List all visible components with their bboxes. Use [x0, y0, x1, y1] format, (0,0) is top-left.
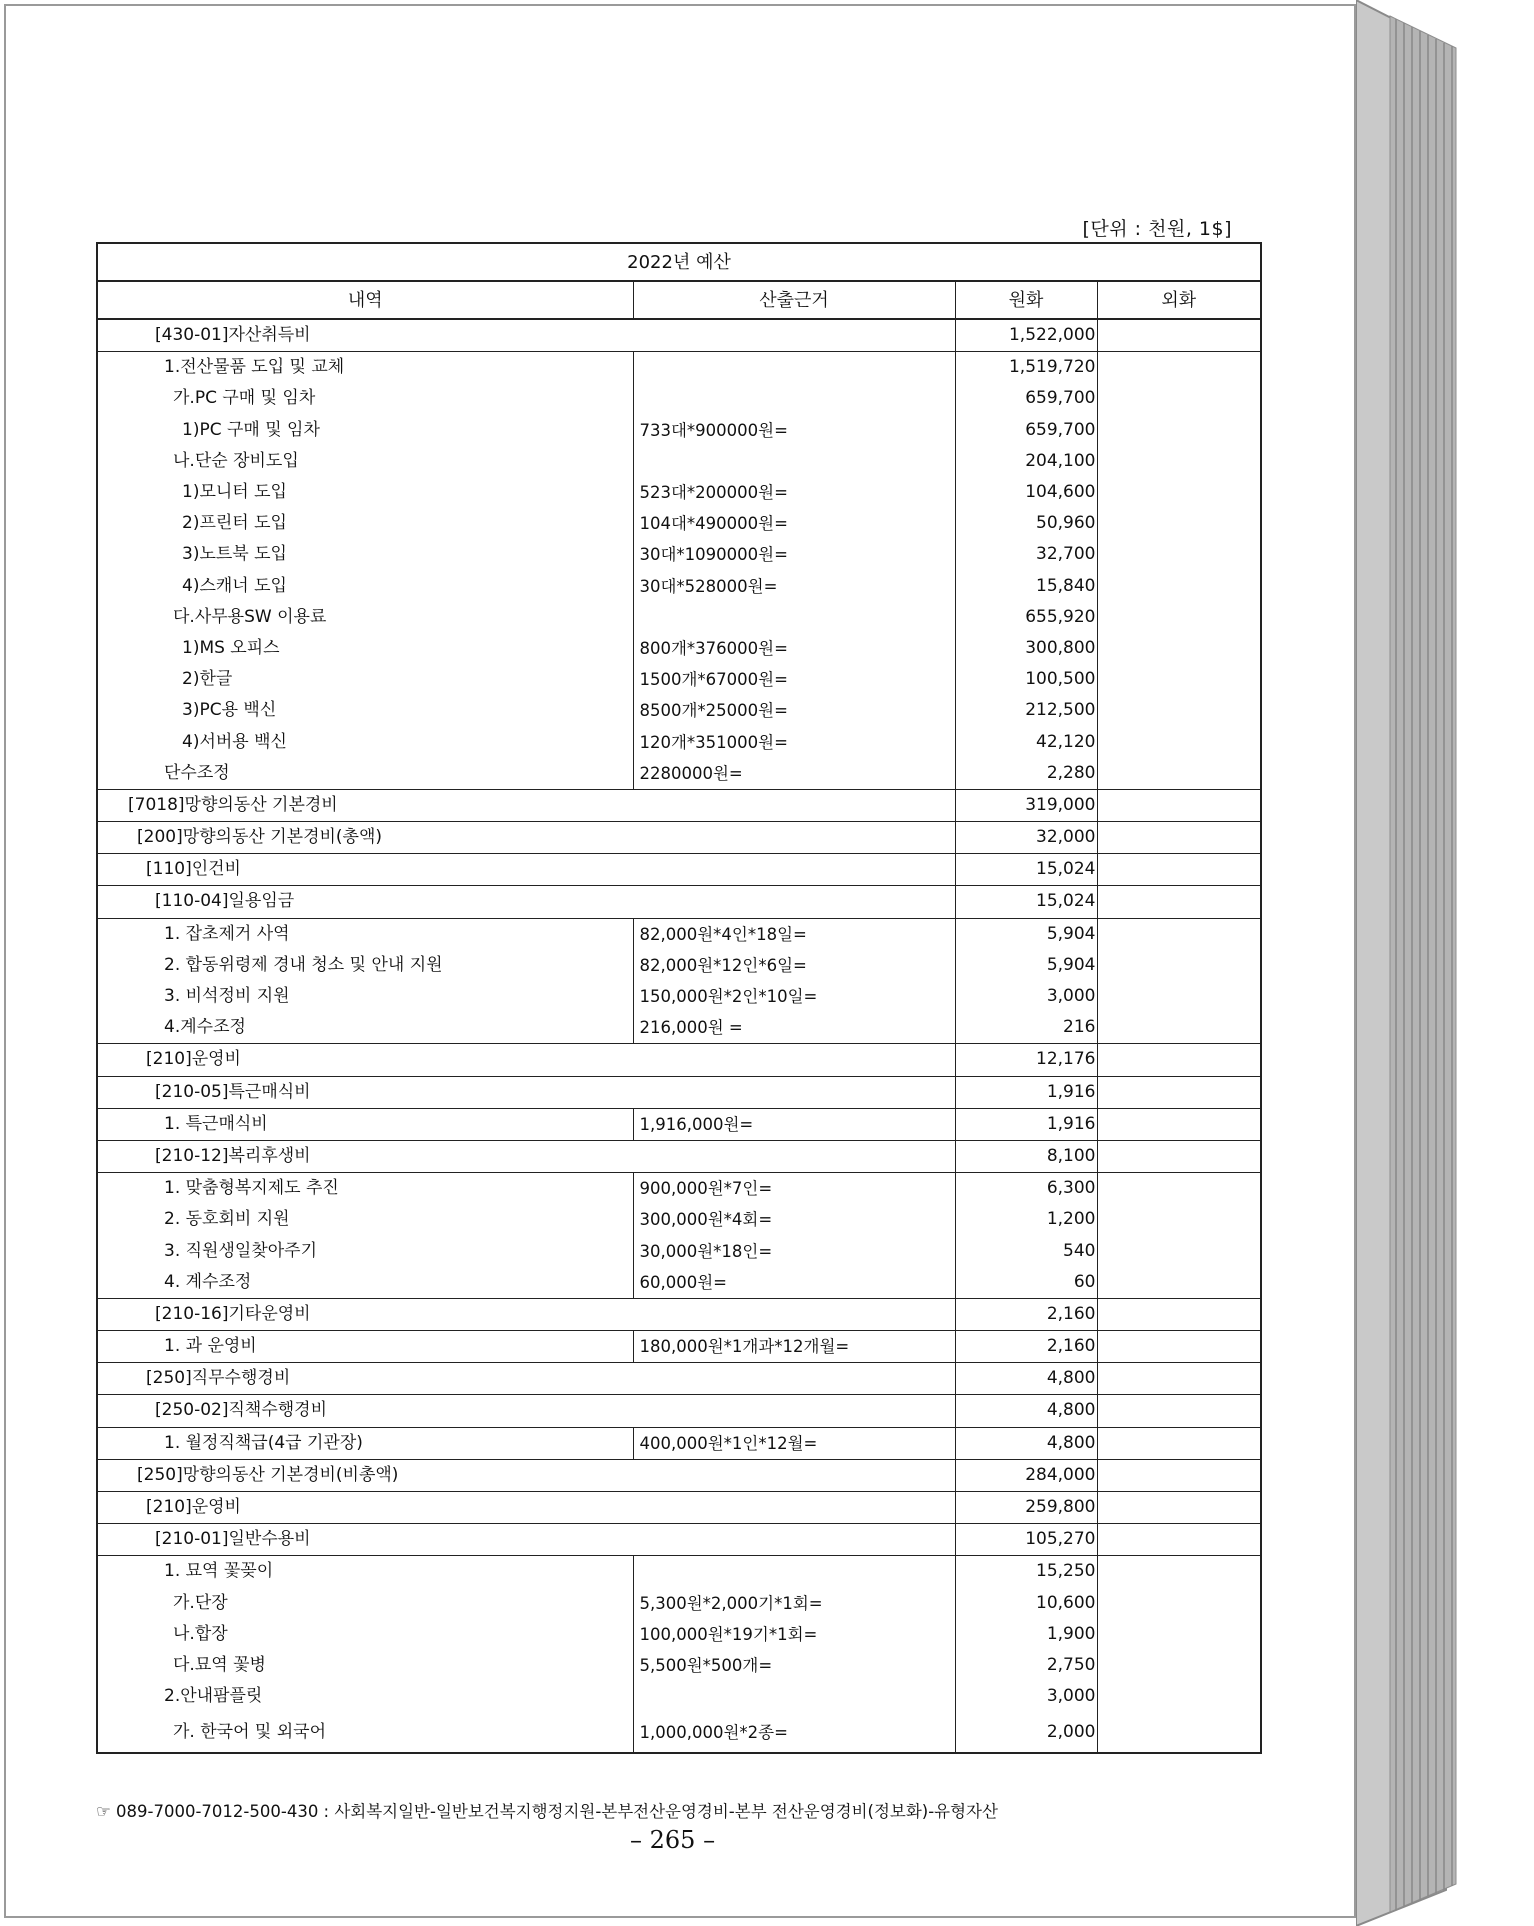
row-krw-amount: 5,904	[955, 950, 1097, 981]
row-krw-amount: 8,100	[955, 1140, 1097, 1172]
row-foreign-amount	[1097, 854, 1261, 886]
table-row	[97, 633, 1261, 664]
row-foreign-amount	[1097, 1619, 1261, 1650]
table-row	[97, 981, 1261, 1012]
row-krw-amount: 42,120	[955, 726, 1097, 757]
row-foreign-amount	[1097, 726, 1261, 757]
row-foreign-amount	[1097, 633, 1261, 664]
row-foreign-amount	[1097, 1140, 1261, 1172]
table-row	[97, 886, 1261, 918]
row-basis: 400,000원*1인*12월=	[633, 1427, 955, 1459]
row-item: 1)MS 오피스	[97, 633, 633, 664]
row-item: 단수조정	[97, 758, 633, 790]
table-row	[97, 1044, 1261, 1076]
row-basis: 82,000원*12인*6일=	[633, 950, 955, 981]
row-krw-amount: 100,500	[955, 664, 1097, 695]
row-krw-amount: 3,000	[955, 981, 1097, 1012]
row-item: 1. 특근매식비	[97, 1108, 633, 1140]
row-basis	[633, 352, 955, 384]
row-item: 4)서버용 백신	[97, 726, 633, 757]
row-krw-amount: 540	[955, 1235, 1097, 1266]
table-row	[97, 789, 1261, 821]
row-krw-amount: 3,000	[955, 1681, 1097, 1712]
row-item: 2.안내팜플릿	[97, 1681, 633, 1712]
table-row	[97, 695, 1261, 726]
row-foreign-amount	[1097, 822, 1261, 854]
row-item: 1. 월정직책급(4급 기관장)	[97, 1427, 633, 1459]
table-row	[97, 822, 1261, 854]
row-foreign-amount	[1097, 695, 1261, 726]
row-krw-amount: 1,522,000	[955, 319, 1097, 352]
table-row	[97, 1556, 1261, 1588]
row-basis: 1,000,000원*2종=	[633, 1712, 955, 1753]
row-item: 1. 잡초제거 사역	[97, 918, 633, 950]
row-item: 1. 과 운영비	[97, 1331, 633, 1363]
table-row	[97, 1650, 1261, 1681]
row-krw-amount: 4,800	[955, 1363, 1097, 1395]
row-krw-amount: 1,519,720	[955, 352, 1097, 384]
table-title: 2022년 예산	[97, 243, 1261, 281]
row-item: [210-12]복리후생비	[97, 1140, 955, 1172]
column-header-foreign: 외화	[1097, 281, 1261, 319]
row-foreign-amount	[1097, 758, 1261, 790]
table-row	[97, 950, 1261, 981]
row-krw-amount: 1,916	[955, 1076, 1097, 1108]
row-foreign-amount	[1097, 602, 1261, 633]
table-row	[97, 1427, 1261, 1459]
row-item: [430-01]자산취득비	[97, 319, 955, 352]
table-row	[97, 1235, 1261, 1266]
row-item: 4)스캐너 도입	[97, 571, 633, 602]
row-krw-amount: 659,700	[955, 415, 1097, 446]
row-basis	[633, 1556, 955, 1588]
table-row	[97, 477, 1261, 508]
row-foreign-amount	[1097, 789, 1261, 821]
row-item: 2. 합동위령제 경내 청소 및 안내 지원	[97, 950, 633, 981]
row-item: [210]운영비	[97, 1491, 955, 1523]
row-item: [110-04]일용임금	[97, 886, 955, 918]
row-foreign-amount	[1097, 1012, 1261, 1044]
row-foreign-amount	[1097, 1298, 1261, 1330]
row-foreign-amount	[1097, 1204, 1261, 1235]
table-row	[97, 1108, 1261, 1140]
row-krw-amount: 319,000	[955, 789, 1097, 821]
column-header-item: 내역	[97, 281, 633, 319]
row-basis: 104대*490000원=	[633, 508, 955, 539]
table-row	[97, 1140, 1261, 1172]
row-krw-amount: 2,000	[955, 1712, 1097, 1753]
table-body	[97, 319, 1261, 1753]
column-header-basis: 산출근거	[633, 281, 955, 319]
row-krw-amount: 60	[955, 1267, 1097, 1299]
row-foreign-amount	[1097, 415, 1261, 446]
table-row	[97, 415, 1261, 446]
row-krw-amount: 212,500	[955, 695, 1097, 726]
row-krw-amount: 10,600	[955, 1588, 1097, 1619]
row-foreign-amount	[1097, 1076, 1261, 1108]
row-item: 1.전산물품 도입 및 교체	[97, 352, 633, 384]
table-row	[97, 664, 1261, 695]
row-basis: 1500개*67000원=	[633, 664, 955, 695]
row-krw-amount: 15,024	[955, 854, 1097, 886]
row-basis: 300,000원*4회=	[633, 1204, 955, 1235]
row-foreign-amount	[1097, 1712, 1261, 1753]
row-item: 2)한글	[97, 664, 633, 695]
row-krw-amount: 5,904	[955, 918, 1097, 950]
row-basis: 1,916,000원=	[633, 1108, 955, 1140]
row-foreign-amount	[1097, 664, 1261, 695]
budget-table	[96, 242, 1262, 1754]
row-item: [210-01]일반수용비	[97, 1524, 955, 1556]
table-row	[97, 352, 1261, 384]
row-item: 가. 한국어 및 외국어	[97, 1712, 633, 1753]
row-foreign-amount	[1097, 383, 1261, 414]
row-basis: 5,500원*500개=	[633, 1650, 955, 1681]
table-row	[97, 383, 1261, 414]
row-krw-amount: 2,160	[955, 1298, 1097, 1330]
row-foreign-amount	[1097, 1588, 1261, 1619]
row-basis: 30대*1090000원=	[633, 539, 955, 570]
row-foreign-amount	[1097, 319, 1261, 352]
row-foreign-amount	[1097, 950, 1261, 981]
row-item: 1. 묘역 꽃꽂이	[97, 1556, 633, 1588]
row-foreign-amount	[1097, 1681, 1261, 1712]
row-foreign-amount	[1097, 352, 1261, 384]
row-item: 4.계수조정	[97, 1012, 633, 1044]
table-row	[97, 1012, 1261, 1044]
row-item: 1)모니터 도입	[97, 477, 633, 508]
row-krw-amount: 15,024	[955, 886, 1097, 918]
row-krw-amount: 12,176	[955, 1044, 1097, 1076]
row-item: [7018]망향의동산 기본경비	[97, 789, 955, 821]
unit-note: [단위 : 천원, 1$]	[1082, 218, 1232, 240]
table-row	[97, 1267, 1261, 1299]
row-krw-amount: 1,916	[955, 1108, 1097, 1140]
row-foreign-amount	[1097, 1556, 1261, 1588]
row-krw-amount: 15,840	[955, 571, 1097, 602]
row-item: 나.단순 장비도입	[97, 446, 633, 477]
book-page-edges	[1356, 0, 1468, 1926]
row-krw-amount: 104,600	[955, 477, 1097, 508]
row-basis: 2280000원=	[633, 758, 955, 790]
row-item: 다.사무용SW 이용료	[97, 602, 633, 633]
row-krw-amount: 2,750	[955, 1650, 1097, 1681]
row-item: [200]망향의동산 기본경비(총액)	[97, 822, 955, 854]
row-krw-amount: 105,270	[955, 1524, 1097, 1556]
row-krw-amount: 50,960	[955, 508, 1097, 539]
row-foreign-amount	[1097, 1395, 1261, 1427]
row-basis: 60,000원=	[633, 1267, 955, 1299]
table-row	[97, 1076, 1261, 1108]
table-row	[97, 1681, 1261, 1712]
row-krw-amount: 1,900	[955, 1619, 1097, 1650]
row-basis: 216,000원 =	[633, 1012, 955, 1044]
row-item: 가.PC 구매 및 임차	[97, 383, 633, 414]
row-basis: 82,000원*4인*18일=	[633, 918, 955, 950]
row-basis	[633, 446, 955, 477]
table-row	[97, 918, 1261, 950]
row-krw-amount: 284,000	[955, 1459, 1097, 1491]
row-item: 4. 계수조정	[97, 1267, 633, 1299]
row-item: 나.합장	[97, 1619, 633, 1650]
row-item: [110]인건비	[97, 854, 955, 886]
row-basis: 30,000원*18인=	[633, 1235, 955, 1266]
table-row	[97, 1173, 1261, 1205]
row-foreign-amount	[1097, 1524, 1261, 1556]
table-row	[97, 1395, 1261, 1427]
row-krw-amount: 6,300	[955, 1173, 1097, 1205]
row-item: [250-02]직책수행경비	[97, 1395, 955, 1427]
row-krw-amount: 32,700	[955, 539, 1097, 570]
row-krw-amount: 2,160	[955, 1331, 1097, 1363]
row-foreign-amount	[1097, 508, 1261, 539]
row-item: [210]운영비	[97, 1044, 955, 1076]
row-krw-amount: 32,000	[955, 822, 1097, 854]
row-basis	[633, 1681, 955, 1712]
row-foreign-amount	[1097, 539, 1261, 570]
row-item: [210-16]기타운영비	[97, 1298, 955, 1330]
row-basis: 5,300원*2,000기*1회=	[633, 1588, 955, 1619]
table-row	[97, 1331, 1261, 1363]
row-basis	[633, 383, 955, 414]
row-krw-amount: 4,800	[955, 1395, 1097, 1427]
page-number: – 265 –	[630, 1826, 716, 1854]
row-basis: 30대*528000원=	[633, 571, 955, 602]
row-krw-amount: 259,800	[955, 1491, 1097, 1523]
row-basis: 523대*200000원=	[633, 477, 955, 508]
table-row	[97, 446, 1261, 477]
row-krw-amount: 659,700	[955, 383, 1097, 414]
table-row	[97, 319, 1261, 352]
row-foreign-amount	[1097, 1173, 1261, 1205]
table-row	[97, 1524, 1261, 1556]
table-row	[97, 1712, 1261, 1753]
row-foreign-amount	[1097, 571, 1261, 602]
row-item: [250]망향의동산 기본경비(비총액)	[97, 1459, 955, 1491]
row-item: 3. 비석정비 지원	[97, 981, 633, 1012]
row-foreign-amount	[1097, 1331, 1261, 1363]
row-item: 3)PC용 백신	[97, 695, 633, 726]
row-foreign-amount	[1097, 981, 1261, 1012]
row-basis: 800개*376000원=	[633, 633, 955, 664]
row-foreign-amount	[1097, 1491, 1261, 1523]
row-krw-amount: 4,800	[955, 1427, 1097, 1459]
row-item: 1. 맞춤형복지제도 추진	[97, 1173, 633, 1205]
table-row	[97, 1491, 1261, 1523]
row-krw-amount: 300,800	[955, 633, 1097, 664]
row-foreign-amount	[1097, 918, 1261, 950]
row-item: 가.단장	[97, 1588, 633, 1619]
row-item: [210-05]특근매식비	[97, 1076, 955, 1108]
row-basis: 150,000원*2인*10일=	[633, 981, 955, 1012]
row-item: 1)PC 구매 및 임차	[97, 415, 633, 446]
row-foreign-amount	[1097, 1363, 1261, 1395]
row-basis: 180,000원*1개과*12개월=	[633, 1331, 955, 1363]
row-krw-amount: 15,250	[955, 1556, 1097, 1588]
row-basis	[633, 602, 955, 633]
table-row	[97, 1459, 1261, 1491]
row-krw-amount: 2,280	[955, 758, 1097, 790]
table-row	[97, 1204, 1261, 1235]
row-krw-amount: 1,200	[955, 1204, 1097, 1235]
row-item: 3)노트북 도입	[97, 539, 633, 570]
table-row	[97, 1619, 1261, 1650]
row-item: 3. 직원생일찾아주기	[97, 1235, 633, 1266]
table-row	[97, 726, 1261, 757]
table-row	[97, 508, 1261, 539]
row-foreign-amount	[1097, 477, 1261, 508]
row-basis: 8500개*25000원=	[633, 695, 955, 726]
row-krw-amount: 204,100	[955, 446, 1097, 477]
column-header-krw: 원화	[955, 281, 1097, 319]
table-row	[97, 571, 1261, 602]
row-krw-amount: 216	[955, 1012, 1097, 1044]
table-row	[97, 1588, 1261, 1619]
table-row	[97, 854, 1261, 886]
table-row	[97, 1298, 1261, 1330]
row-foreign-amount	[1097, 446, 1261, 477]
table-row	[97, 1363, 1261, 1395]
table-row	[97, 602, 1261, 633]
row-foreign-amount	[1097, 1108, 1261, 1140]
row-basis: 900,000원*7인=	[633, 1173, 955, 1205]
row-item: 2. 동호회비 지원	[97, 1204, 633, 1235]
row-basis: 100,000원*19기*1회=	[633, 1619, 955, 1650]
table-row	[97, 539, 1261, 570]
row-krw-amount: 655,920	[955, 602, 1097, 633]
row-item: 2)프린터 도입	[97, 508, 633, 539]
table-row	[97, 758, 1261, 790]
row-foreign-amount	[1097, 1267, 1261, 1299]
row-foreign-amount	[1097, 1235, 1261, 1266]
row-foreign-amount	[1097, 1044, 1261, 1076]
row-foreign-amount	[1097, 1459, 1261, 1491]
row-item: 다.묘역 꽃병	[97, 1650, 633, 1681]
row-item: [250]직무수행경비	[97, 1363, 955, 1395]
row-foreign-amount	[1097, 886, 1261, 918]
row-foreign-amount	[1097, 1427, 1261, 1459]
account-code-footnote: ☞ 089-7000-7012-500-430 : 사회복지일반-일반보건복지행정지원-본부전산운영경비-본부 전산운영경비(정보화)-유형자산	[96, 1802, 998, 1821]
row-basis: 120개*351000원=	[633, 726, 955, 757]
row-basis: 733대*900000원=	[633, 415, 955, 446]
row-foreign-amount	[1097, 1650, 1261, 1681]
